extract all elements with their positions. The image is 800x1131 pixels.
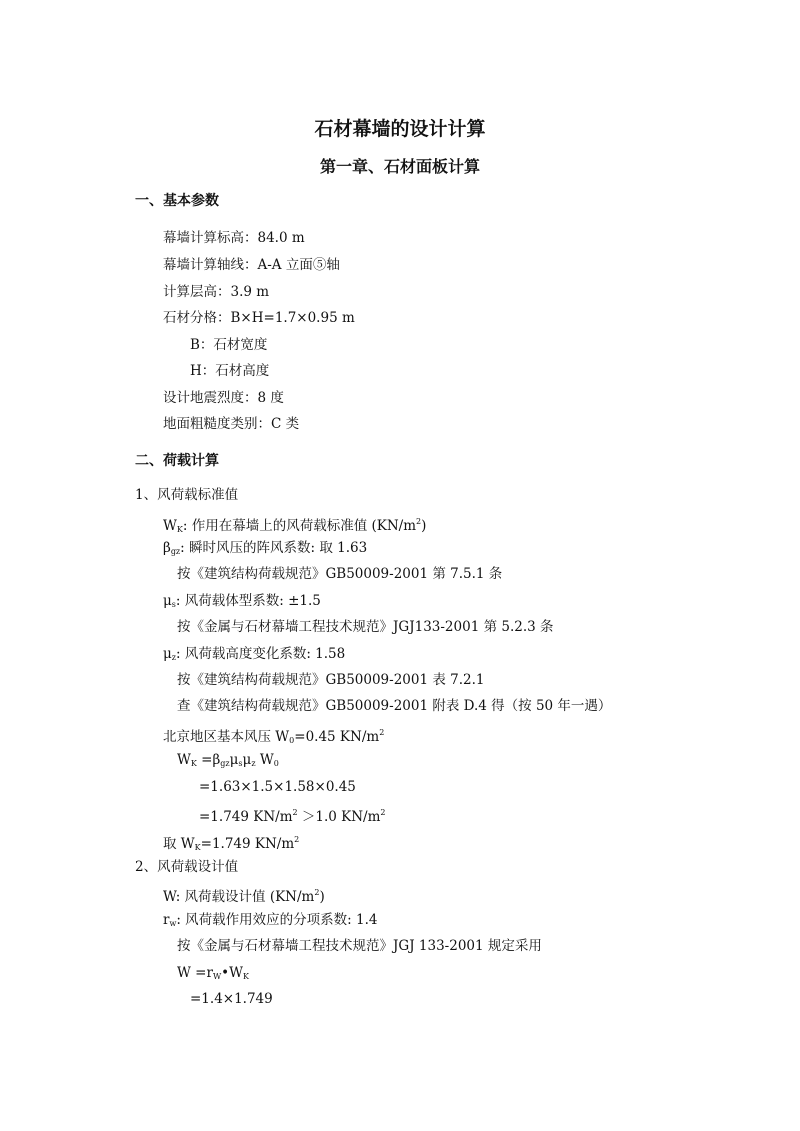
param-line: 石材分格：B×H=1.7×0.95 m [163,310,355,326]
param-line: 地面粗糙度类别：C 类 [163,416,300,432]
param-line: H：石材高度 [190,363,270,379]
basic-wind-pressure: 北京地区基本风压 $W_0=0.45$ $KN/m^2$ [163,728,385,745]
calculation-line: =1.63×1.5×1.58×0.45 [199,779,356,795]
definition-beta-gz: $\beta_{gz}$: 瞬时风压的阵风系数: 取 1.63 [163,540,368,556]
reference-line: 按《金属与石材幕墙工程技术规范》JGJ 133-2001 规定采用 [177,938,542,954]
reference-line: 按《金属与石材幕墙工程技术规范》JGJ133-2001 第 5.2.3 条 [177,619,554,635]
param-line: B：石材宽度 [190,337,268,353]
document-title: 石材幕墙的设计计算 [314,118,486,140]
definition-rw: $r_w$: 风荷载作用效应的分项系数: 1.4 [163,912,378,928]
chapter-title: 第一章、石材面板计算 [319,157,480,176]
definition-mu-z: $\mu_z$: 风荷载高度变化系数: 1.58 [163,646,346,662]
param-line: 计算层高：3.9 m [163,284,270,300]
calculation-line: =1.749 $KN/m^2 >1.0$ $KN/m^2$ [199,808,386,825]
calculation-line: =1.4×1.749 [190,991,273,1007]
reference-line: 查《建筑结构荷载规范》GB50009-2001 附表 D.4 得（按 50 年一遇） [177,698,612,714]
formula-wk: $W_K =\beta_{gz}\mu_s\mu_z$ $W_0$ [177,752,279,768]
reference-line: 按《建筑结构荷载规范》GB50009-2001 第 7.5.1 条 [177,566,503,582]
param-line: 幕墙计算轴线：A-A 立面⑤轴 [163,257,340,273]
section-heading-load-calc: 二、荷载计算 [135,453,219,469]
definition-wk: $W_K$: 作用在幕墙上的风荷载标准值 $(KN/m^2)$ [163,517,427,534]
subsection-heading-wind-design: 2、风荷载设计值 [135,859,239,875]
definition-w: W: 风荷载设计值 $(KN/m^2)$ [163,888,325,905]
result-line: 取 $W_K=1.749$ $KN/m^2$ [163,835,300,852]
section-heading-basic-params: 一、基本参数 [135,193,219,209]
reference-line: 按《建筑结构荷载规范》GB50009-2001 表 7.2.1 [177,672,485,688]
formula-w: $W =r_W•W_K$ [177,965,249,981]
subsection-heading-wind-standard: 1、风荷载标准值 [135,487,239,503]
param-line: 幕墙计算标高：84.0 m [163,230,305,246]
definition-mu-s: $\mu_s$: 风荷载体型系数: ±1.5 [163,593,321,609]
param-line: 设计地震烈度：8 度 [163,390,284,406]
